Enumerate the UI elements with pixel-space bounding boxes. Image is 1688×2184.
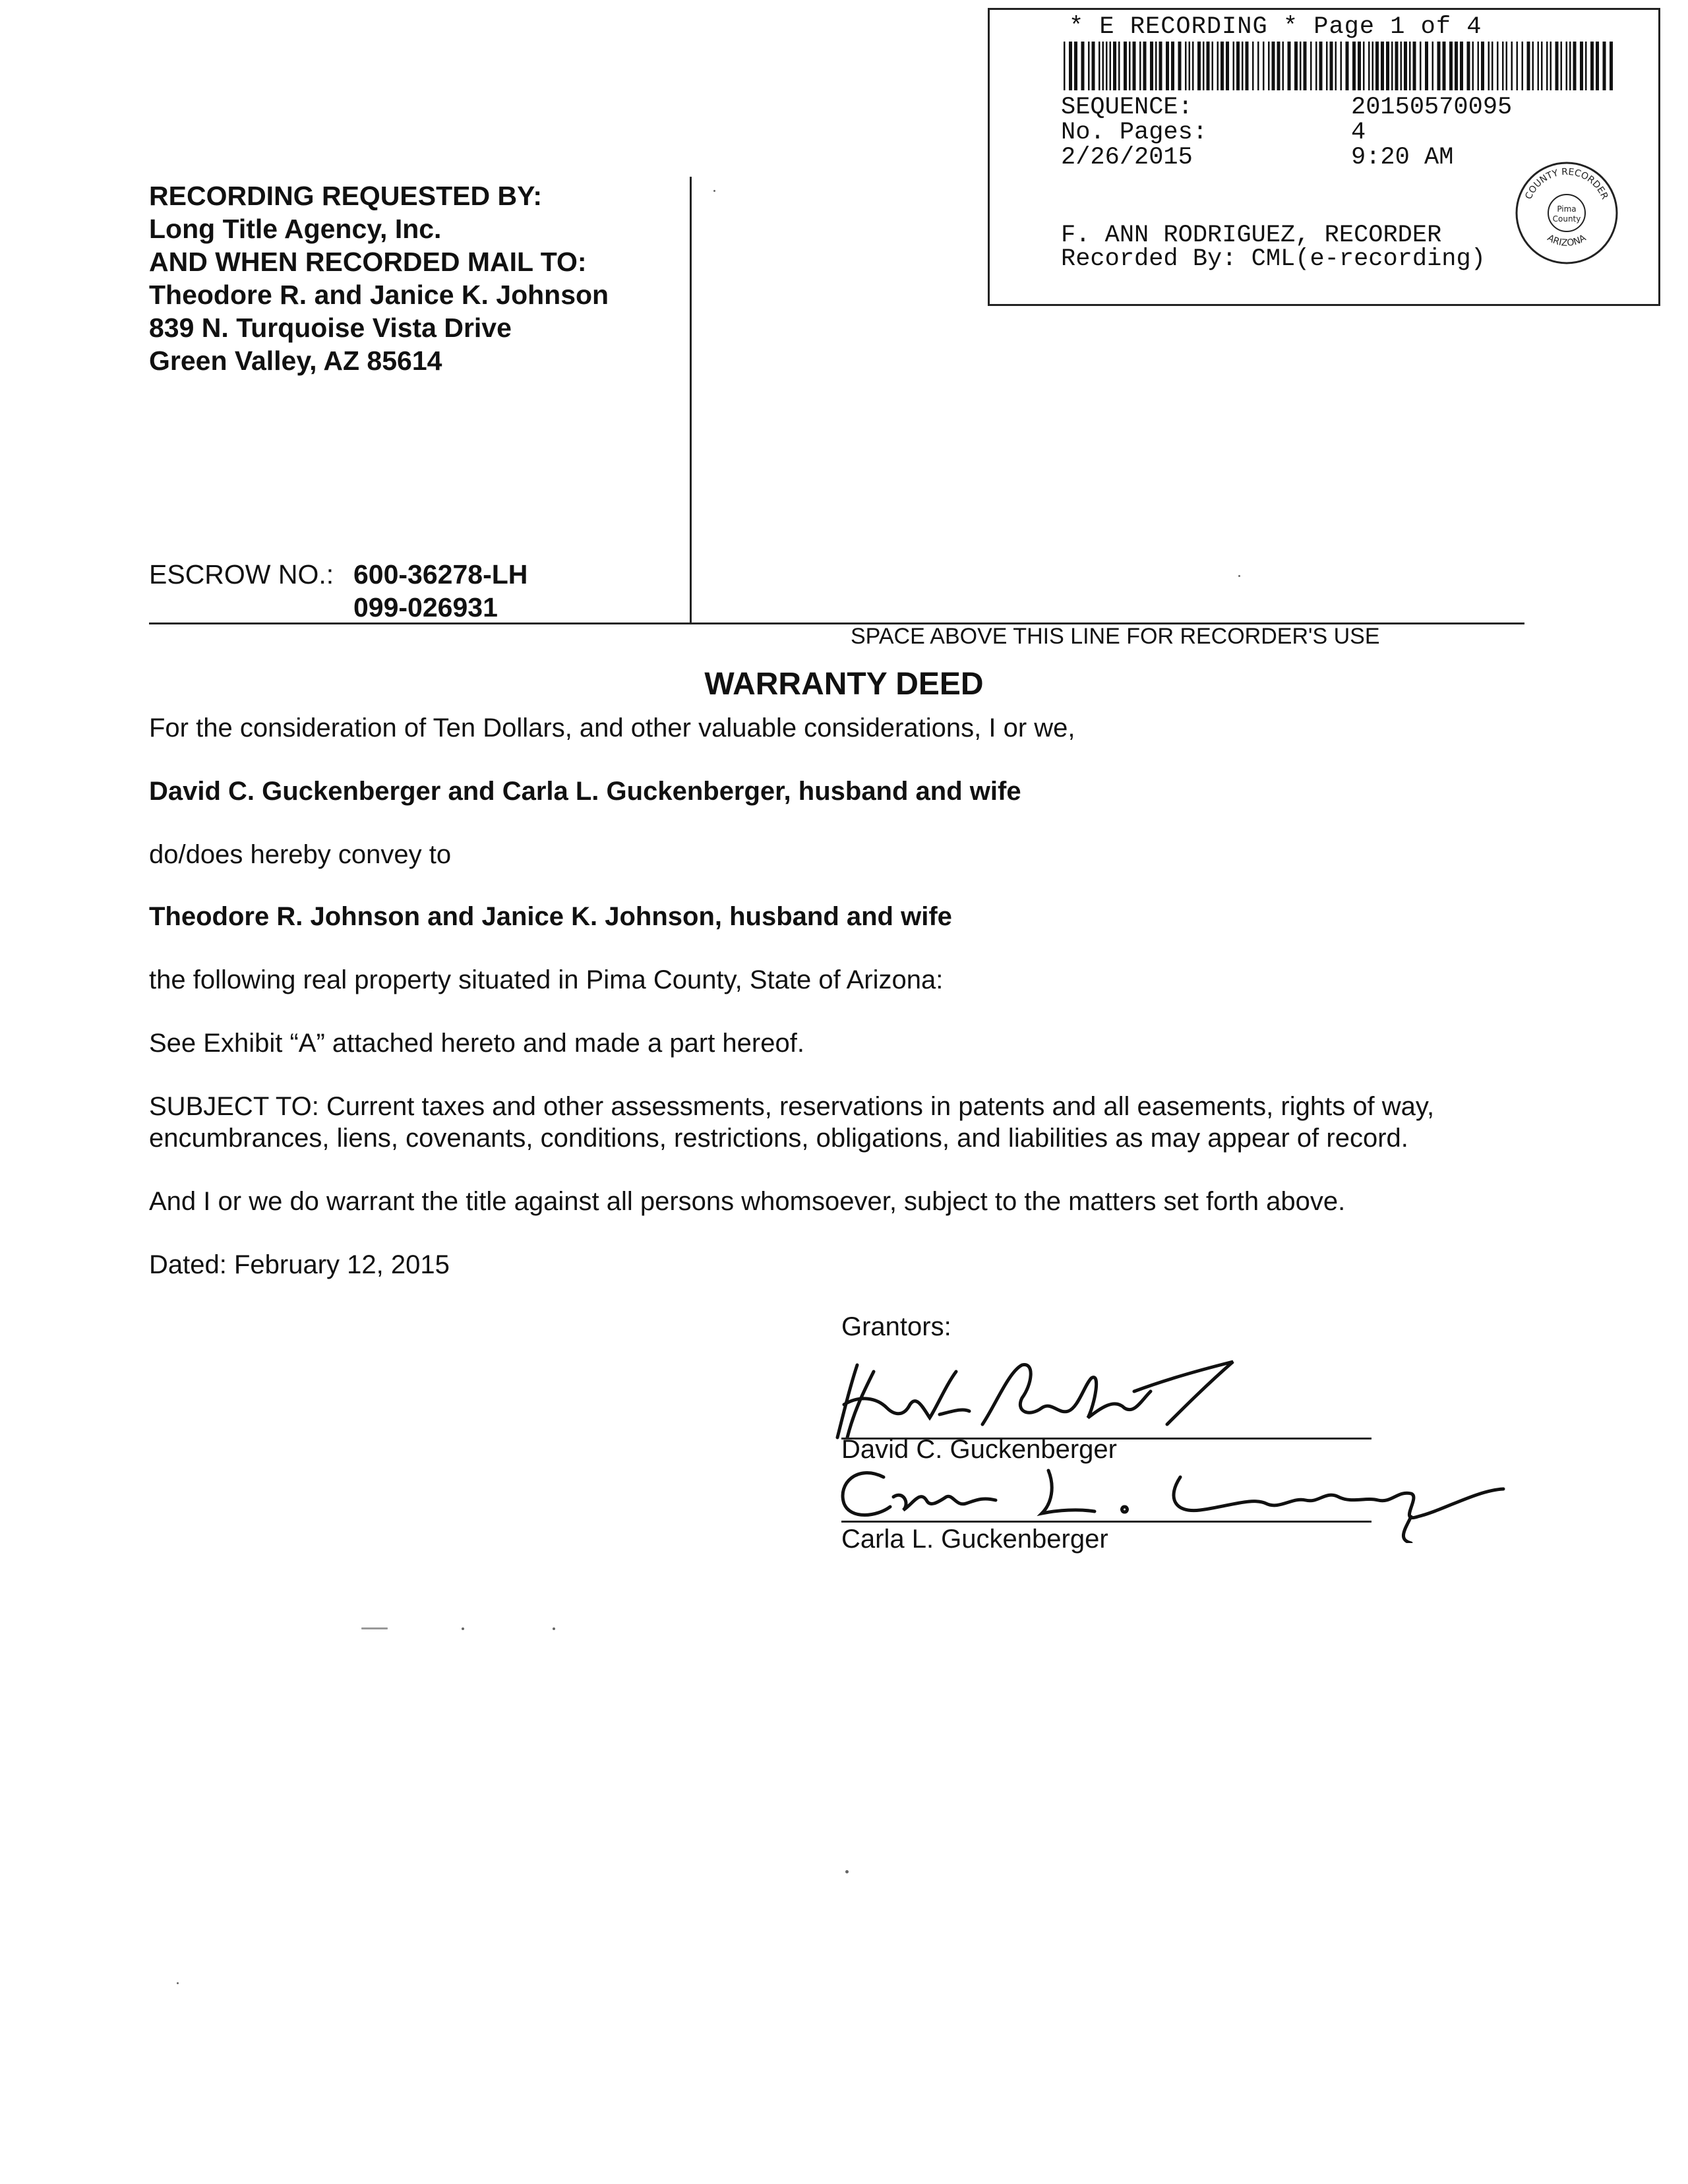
barcode-bar — [1272, 42, 1275, 90]
pages-label: No. Pages: — [1061, 119, 1208, 146]
barcode-bar — [1166, 42, 1169, 90]
barcode-bar — [1092, 42, 1095, 90]
barcode-bar — [1185, 42, 1187, 90]
barcode — [1064, 42, 1617, 90]
barcode-bar — [1330, 42, 1333, 90]
barcode-bar — [1203, 42, 1205, 90]
convey-text: do/does hereby convey to — [149, 840, 452, 869]
requested-by-label: RECORDING REQUESTED BY: — [149, 181, 543, 211]
barcode-bar — [1420, 42, 1422, 90]
barcode-bar — [1282, 42, 1284, 90]
barcode-bar — [1401, 42, 1402, 90]
barcode-bar — [1550, 42, 1552, 90]
barcode-bar — [1449, 42, 1453, 90]
barcode-bar — [1561, 42, 1563, 90]
signer-1-name: David C. Guckenberger — [841, 1435, 1117, 1464]
barcode-bar — [1425, 42, 1428, 90]
barcode-bar — [1212, 42, 1214, 90]
barcode-bar — [1502, 42, 1504, 90]
barcode-bar — [1590, 42, 1594, 90]
barcode-bar — [1113, 42, 1116, 90]
recorder-name: F. ANN RODRIGUEZ, RECORDER — [1061, 222, 1442, 249]
barcode-bar — [1395, 42, 1399, 90]
mail-to-label: AND WHEN RECORDED MAIL TO: — [149, 247, 587, 277]
barcode-bar — [1527, 42, 1530, 90]
barcode-bar — [1368, 42, 1370, 90]
barcode-bar — [1358, 42, 1361, 90]
barcode-bar — [1099, 42, 1100, 90]
barcode-bar — [1555, 42, 1559, 90]
barcode-bar — [1522, 42, 1524, 90]
barcode-bar — [1404, 42, 1407, 90]
mail-to-street: 839 N. Turquoise Vista Drive — [149, 313, 512, 343]
barcode-bar — [1481, 42, 1484, 90]
barcode-bar — [1226, 42, 1229, 90]
barcode-bar — [1596, 42, 1599, 90]
barcode-bar — [1257, 42, 1259, 90]
property-text: the following real property situated in Pima County, State of Arizona: — [149, 965, 944, 994]
barcode-bar — [1288, 42, 1291, 90]
pages-value: 4 — [1351, 119, 1366, 146]
barcode-bar — [1088, 42, 1090, 90]
consideration-text: For the consideration of Ten Dollars, and other valuable considerations, I or we, — [149, 713, 1075, 743]
barcode-bar — [1467, 42, 1470, 90]
barcode-bar — [1124, 42, 1127, 90]
barcode-bar — [1171, 42, 1174, 90]
sequence-label: SEQUENCE: — [1061, 94, 1193, 121]
barcode-bar — [1304, 42, 1307, 90]
barcode-bar — [1386, 42, 1389, 90]
subject-to-line-1: SUBJECT TO: Current taxes and other assessments, reservations in patents and all easements, rights of way, — [149, 1092, 1435, 1121]
recording-date: 2/26/2015 — [1061, 144, 1193, 171]
barcode-bar — [1335, 42, 1337, 90]
barcode-bar — [1268, 42, 1270, 90]
subject-to-line-2: encumbrances, liens, covenants, conditions, restrictions, obligations, and liabilities as may appear of record. — [149, 1124, 1408, 1153]
barcode-bar — [1585, 42, 1587, 90]
barcode-bar — [1437, 42, 1441, 90]
barcode-bar — [1569, 42, 1571, 90]
seal-center-text-1: Pima — [1557, 204, 1577, 214]
dated-text: Dated: February 12, 2015 — [149, 1250, 450, 1279]
recording-time: 9:20 AM — [1351, 144, 1454, 171]
barcode-bar — [1478, 42, 1480, 90]
barcode-bar — [1150, 42, 1153, 90]
barcode-bar — [1409, 42, 1411, 90]
deed-title: WARRANTY DEED — [704, 667, 984, 702]
barcode-bar — [1363, 42, 1365, 90]
warrant-text: And I or we do warrant the title against all persons whomsoever, subject to the matters set forth above. — [149, 1187, 1346, 1216]
barcode-bar — [1455, 42, 1458, 90]
barcode-bar — [1497, 42, 1499, 90]
barcode-bar — [1217, 42, 1219, 90]
barcode-bar — [1488, 42, 1490, 90]
barcode-bar — [1603, 42, 1606, 90]
barcode-bar — [1189, 42, 1191, 90]
barcode-bar — [1081, 42, 1085, 90]
barcode-bar — [1472, 42, 1474, 90]
barcode-bar — [1277, 42, 1281, 90]
barcode-bar — [1233, 42, 1235, 90]
barcode-bar — [1178, 42, 1182, 90]
barcode-bar — [1538, 42, 1540, 90]
barcode-bar — [1139, 42, 1141, 90]
barcode-bar — [1432, 42, 1434, 90]
barcode-bar — [1546, 42, 1548, 90]
vertical-divider — [690, 177, 692, 624]
barcode-bar — [1346, 42, 1349, 90]
sequence-value: 20150570095 — [1351, 94, 1513, 121]
mail-to-name: Theodore R. and Janice K. Johnson — [149, 280, 609, 310]
barcode-bar — [1566, 42, 1568, 90]
barcode-bar — [1236, 42, 1240, 90]
recorder-stamp-box — [988, 8, 1660, 306]
barcode-bar — [1310, 42, 1312, 90]
barcode-bar — [1246, 42, 1249, 90]
mail-to-city: Green Valley, AZ 85614 — [149, 346, 442, 376]
grantors-text: David C. Guckenberger and Carla L. Guckenberger, husband and wife — [149, 777, 1021, 806]
barcode-bar — [1375, 42, 1379, 90]
signature-line-2 — [841, 1521, 1372, 1523]
barcode-bar — [1517, 42, 1519, 90]
barcode-bar — [1221, 42, 1224, 90]
barcode-bar — [1197, 42, 1201, 90]
barcode-bar — [1532, 42, 1534, 90]
seal-center-text-2: County — [1552, 214, 1581, 224]
escrow-number-1: 600-36278-LH — [353, 559, 528, 590]
requested-by: Long Title Agency, Inc. — [149, 214, 442, 244]
grantees-text: Theodore R. Johnson and Janice K. Johnson, husband and wife — [149, 902, 952, 931]
barcode-bar — [1263, 42, 1265, 90]
seal-bottom-text: ARIZONA — [1545, 232, 1588, 249]
barcode-bar — [1372, 42, 1374, 90]
recorder-use-note: SPACE ABOVE THIS LINE FOR RECORDER'S USE — [851, 624, 1380, 649]
seal-top-text: COUNTY RECORDER — [1523, 166, 1610, 201]
barcode-bar — [1242, 42, 1244, 90]
barcode-bar — [1573, 42, 1577, 90]
barcode-bar — [1319, 42, 1323, 90]
barcode-bar — [1300, 42, 1302, 90]
barcode-bar — [1069, 42, 1072, 90]
exhibit-text: See Exhibit “A” attached hereto and made a part hereof. — [149, 1029, 804, 1058]
barcode-bar — [1159, 42, 1162, 90]
barcode-bar — [1391, 42, 1393, 90]
barcode-bar — [1064, 42, 1066, 90]
barcode-bar — [1106, 42, 1108, 90]
barcode-bar — [1207, 42, 1210, 90]
barcode-bar — [1192, 42, 1194, 90]
barcode-bar — [1315, 42, 1317, 90]
barcode-bar — [1074, 42, 1077, 90]
recording-header: * E RECORDING * Page 1 of 4 — [1069, 13, 1482, 41]
escrow-number-2: 099-026931 — [353, 592, 498, 622]
barcode-bar — [1541, 42, 1543, 90]
barcode-bar — [1326, 42, 1328, 90]
barcode-bar — [1110, 42, 1112, 90]
barcode-bar — [1129, 42, 1131, 90]
county-recorder-seal — [1514, 160, 1619, 266]
barcode-bar — [1118, 42, 1120, 90]
barcode-bar — [1143, 42, 1147, 90]
barcode-bar — [1381, 42, 1384, 90]
escrow-label: ESCROW NO.: — [149, 559, 334, 590]
barcode-bar — [1413, 42, 1416, 90]
barcode-bar — [1506, 42, 1508, 90]
signature-david — [824, 1345, 1325, 1444]
barcode-bar — [1102, 42, 1104, 90]
barcode-bar — [1294, 42, 1298, 90]
recorded-by: Recorded By: CML(e-recording) — [1061, 245, 1486, 273]
barcode-bar — [1133, 42, 1136, 90]
barcode-bar — [1341, 42, 1342, 90]
barcode-bar — [1460, 42, 1463, 90]
barcode-bar — [1155, 42, 1157, 90]
barcode-bar — [1492, 42, 1493, 90]
signer-2-name: Carla L. Guckenberger — [841, 1525, 1108, 1554]
barcode-bar — [1352, 42, 1356, 90]
grantors-heading: Grantors: — [841, 1312, 951, 1341]
barcode-bar — [1252, 42, 1254, 90]
barcode-bar — [1610, 42, 1613, 90]
barcode-bar — [1443, 42, 1446, 90]
barcode-bar — [1511, 42, 1513, 90]
barcode-bar — [1580, 42, 1583, 90]
